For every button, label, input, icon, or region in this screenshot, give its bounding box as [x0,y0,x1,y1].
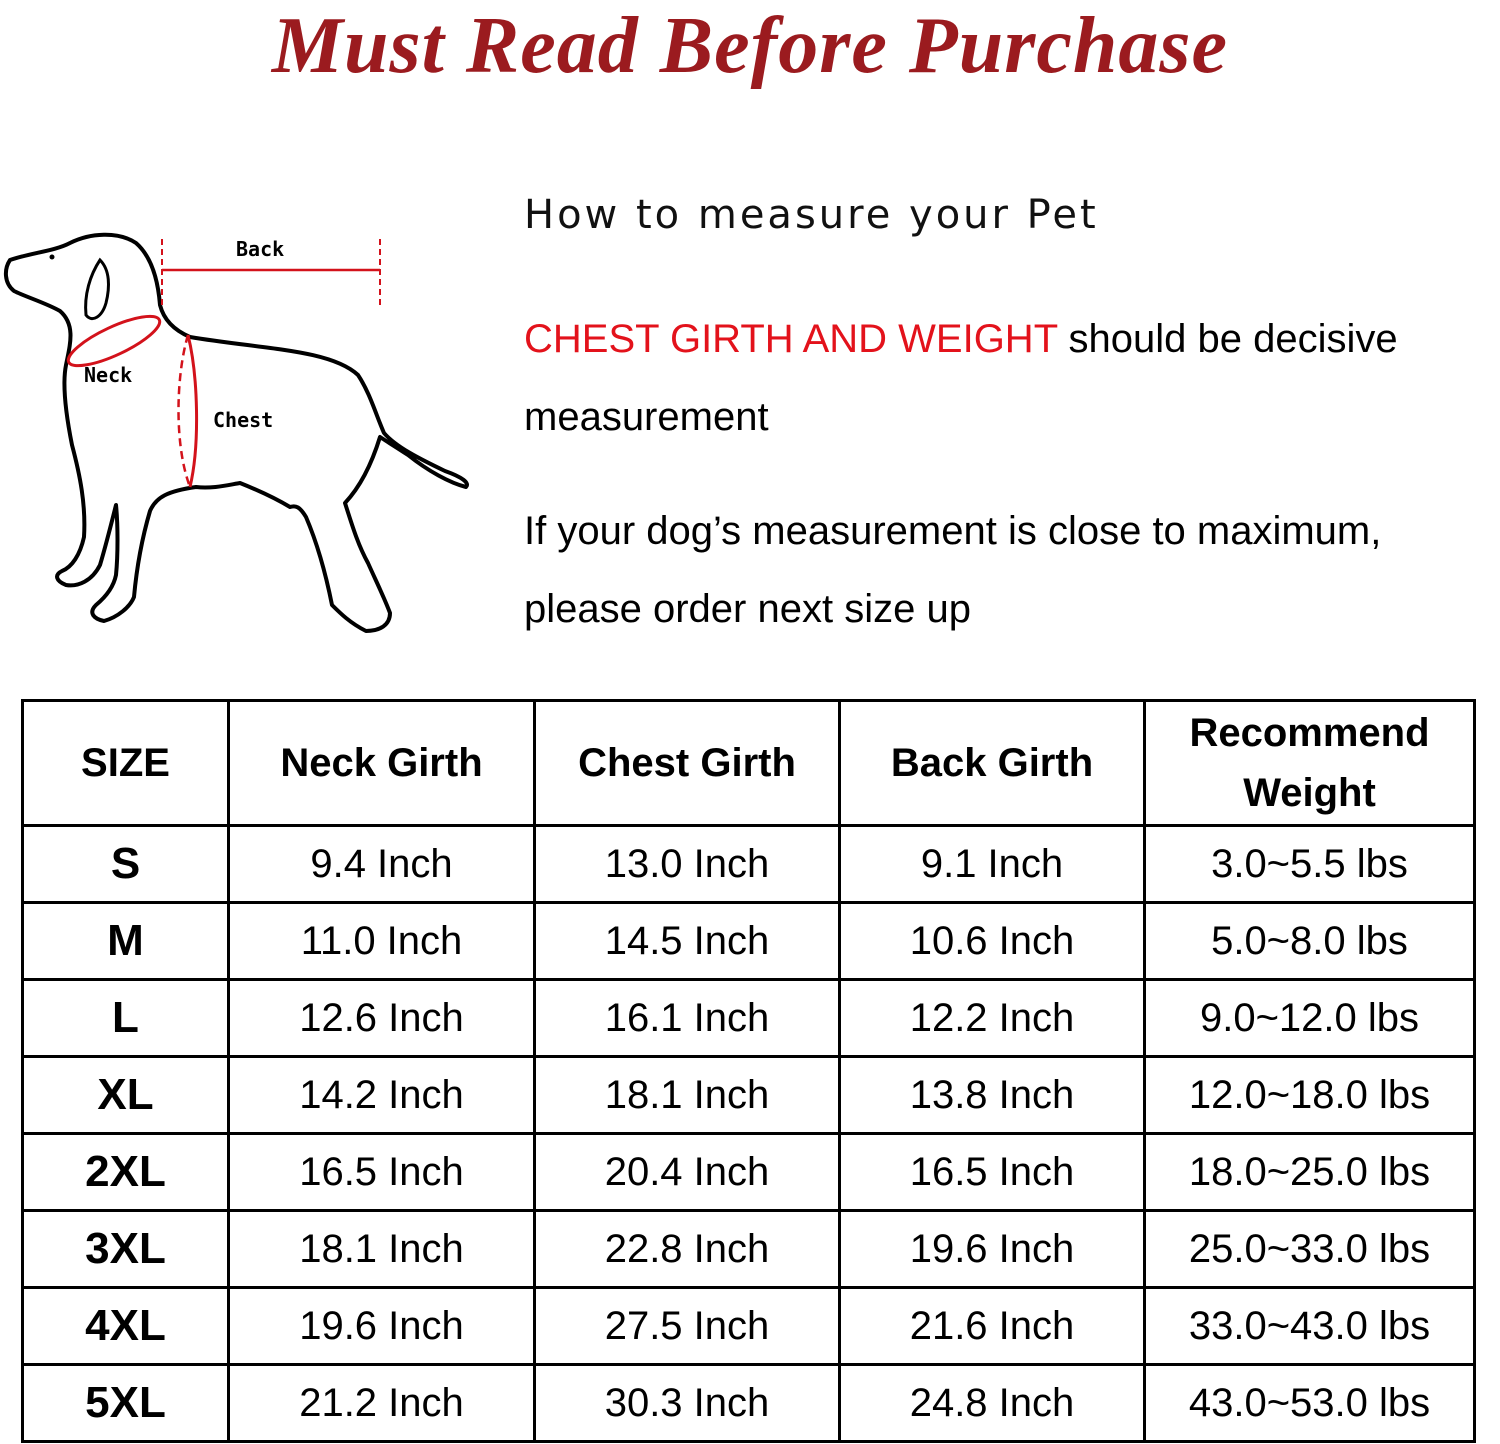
size-up-note: If your dog’s measurement is close to maximum, please order next size up [524,509,1382,631]
header-neck-girth: Neck Girth [229,701,535,826]
dog-eye-icon [50,255,55,260]
size-cell: 4XL [23,1288,229,1365]
back-cell: 13.8 Inch [840,1057,1145,1134]
neck-cell: 12.6 Inch [229,980,535,1057]
chest-cell: 30.3 Inch [535,1365,840,1442]
chest-cell: 14.5 Inch [535,903,840,980]
back-cell: 16.5 Inch [840,1134,1145,1211]
decisive-rest: should be decisive measurement [524,317,1398,439]
neck-cell: 11.0 Inch [229,903,535,980]
weight-cell: 33.0~43.0 lbs [1145,1288,1475,1365]
neck-cell: 19.6 Inch [229,1288,535,1365]
header-recommend-weight: Recommend Weight [1145,701,1475,826]
weight-cell: 43.0~53.0 lbs [1145,1365,1475,1442]
back-cell: 12.2 Inch [840,980,1145,1057]
size-cell: M [23,903,229,980]
chest-measure-back [179,335,191,487]
size-table [21,699,1476,1443]
size-cell: S [23,826,229,903]
chest-cell: 27.5 Inch [535,1288,840,1365]
table-row [23,1057,1475,1134]
header-size: SIZE [23,701,229,826]
table-header-row [23,701,1475,826]
chest-measure-front [188,335,197,487]
table-row [23,1365,1475,1442]
table-row [23,826,1475,903]
neck-label: Neck [84,363,133,387]
size-cell: L [23,980,229,1057]
decisive-emphasis: CHEST GIRTH AND WEIGHT [524,317,1058,361]
chest-cell: 16.1 Inch [535,980,840,1057]
table-row [23,1211,1475,1288]
dog-outline-icon [6,235,467,631]
weight-cell: 18.0~25.0 lbs [1145,1134,1475,1211]
dog-measurement-diagram [0,225,480,640]
weight-cell: 25.0~33.0 lbs [1145,1211,1475,1288]
table-row [23,1134,1475,1211]
table-row [23,903,1475,980]
back-label: Back [236,237,285,261]
chest-cell: 22.8 Inch [535,1211,840,1288]
back-cell: 9.1 Inch [840,826,1145,903]
neck-cell: 21.2 Inch [229,1365,535,1442]
weight-cell: 12.0~18.0 lbs [1145,1057,1475,1134]
neck-cell: 9.4 Inch [229,826,535,903]
size-cell: 2XL [23,1134,229,1211]
size-cell: 3XL [23,1211,229,1288]
table-row [23,980,1475,1057]
weight-cell: 9.0~12.0 lbs [1145,980,1475,1057]
header-chest-girth: Chest Girth [535,701,840,826]
back-cell: 24.8 Inch [840,1365,1145,1442]
page-title: Must Read Before Purchase [271,2,1229,90]
decisive-note [524,300,1499,456]
chest-cell: 18.1 Inch [535,1057,840,1134]
chest-cell: 20.4 Inch [535,1134,840,1211]
how-to-heading: How to measure your Pet [524,192,1099,238]
size-cell: 5XL [23,1365,229,1442]
neck-cell: 16.5 Inch [229,1134,535,1211]
back-cell: 10.6 Inch [840,903,1145,980]
chest-cell: 13.0 Inch [535,826,840,903]
size-cell: XL [23,1057,229,1134]
neck-cell: 18.1 Inch [229,1211,535,1288]
back-cell: 21.6 Inch [840,1288,1145,1365]
weight-cell: 5.0~8.0 lbs [1145,903,1475,980]
dog-ear-icon [86,260,109,319]
neck-cell: 14.2 Inch [229,1057,535,1134]
back-cell: 19.6 Inch [840,1211,1145,1288]
chest-label: Chest [213,408,274,432]
table-row [23,1288,1475,1365]
weight-cell: 3.0~5.5 lbs [1145,826,1475,903]
header-back-girth: Back Girth [840,701,1145,826]
